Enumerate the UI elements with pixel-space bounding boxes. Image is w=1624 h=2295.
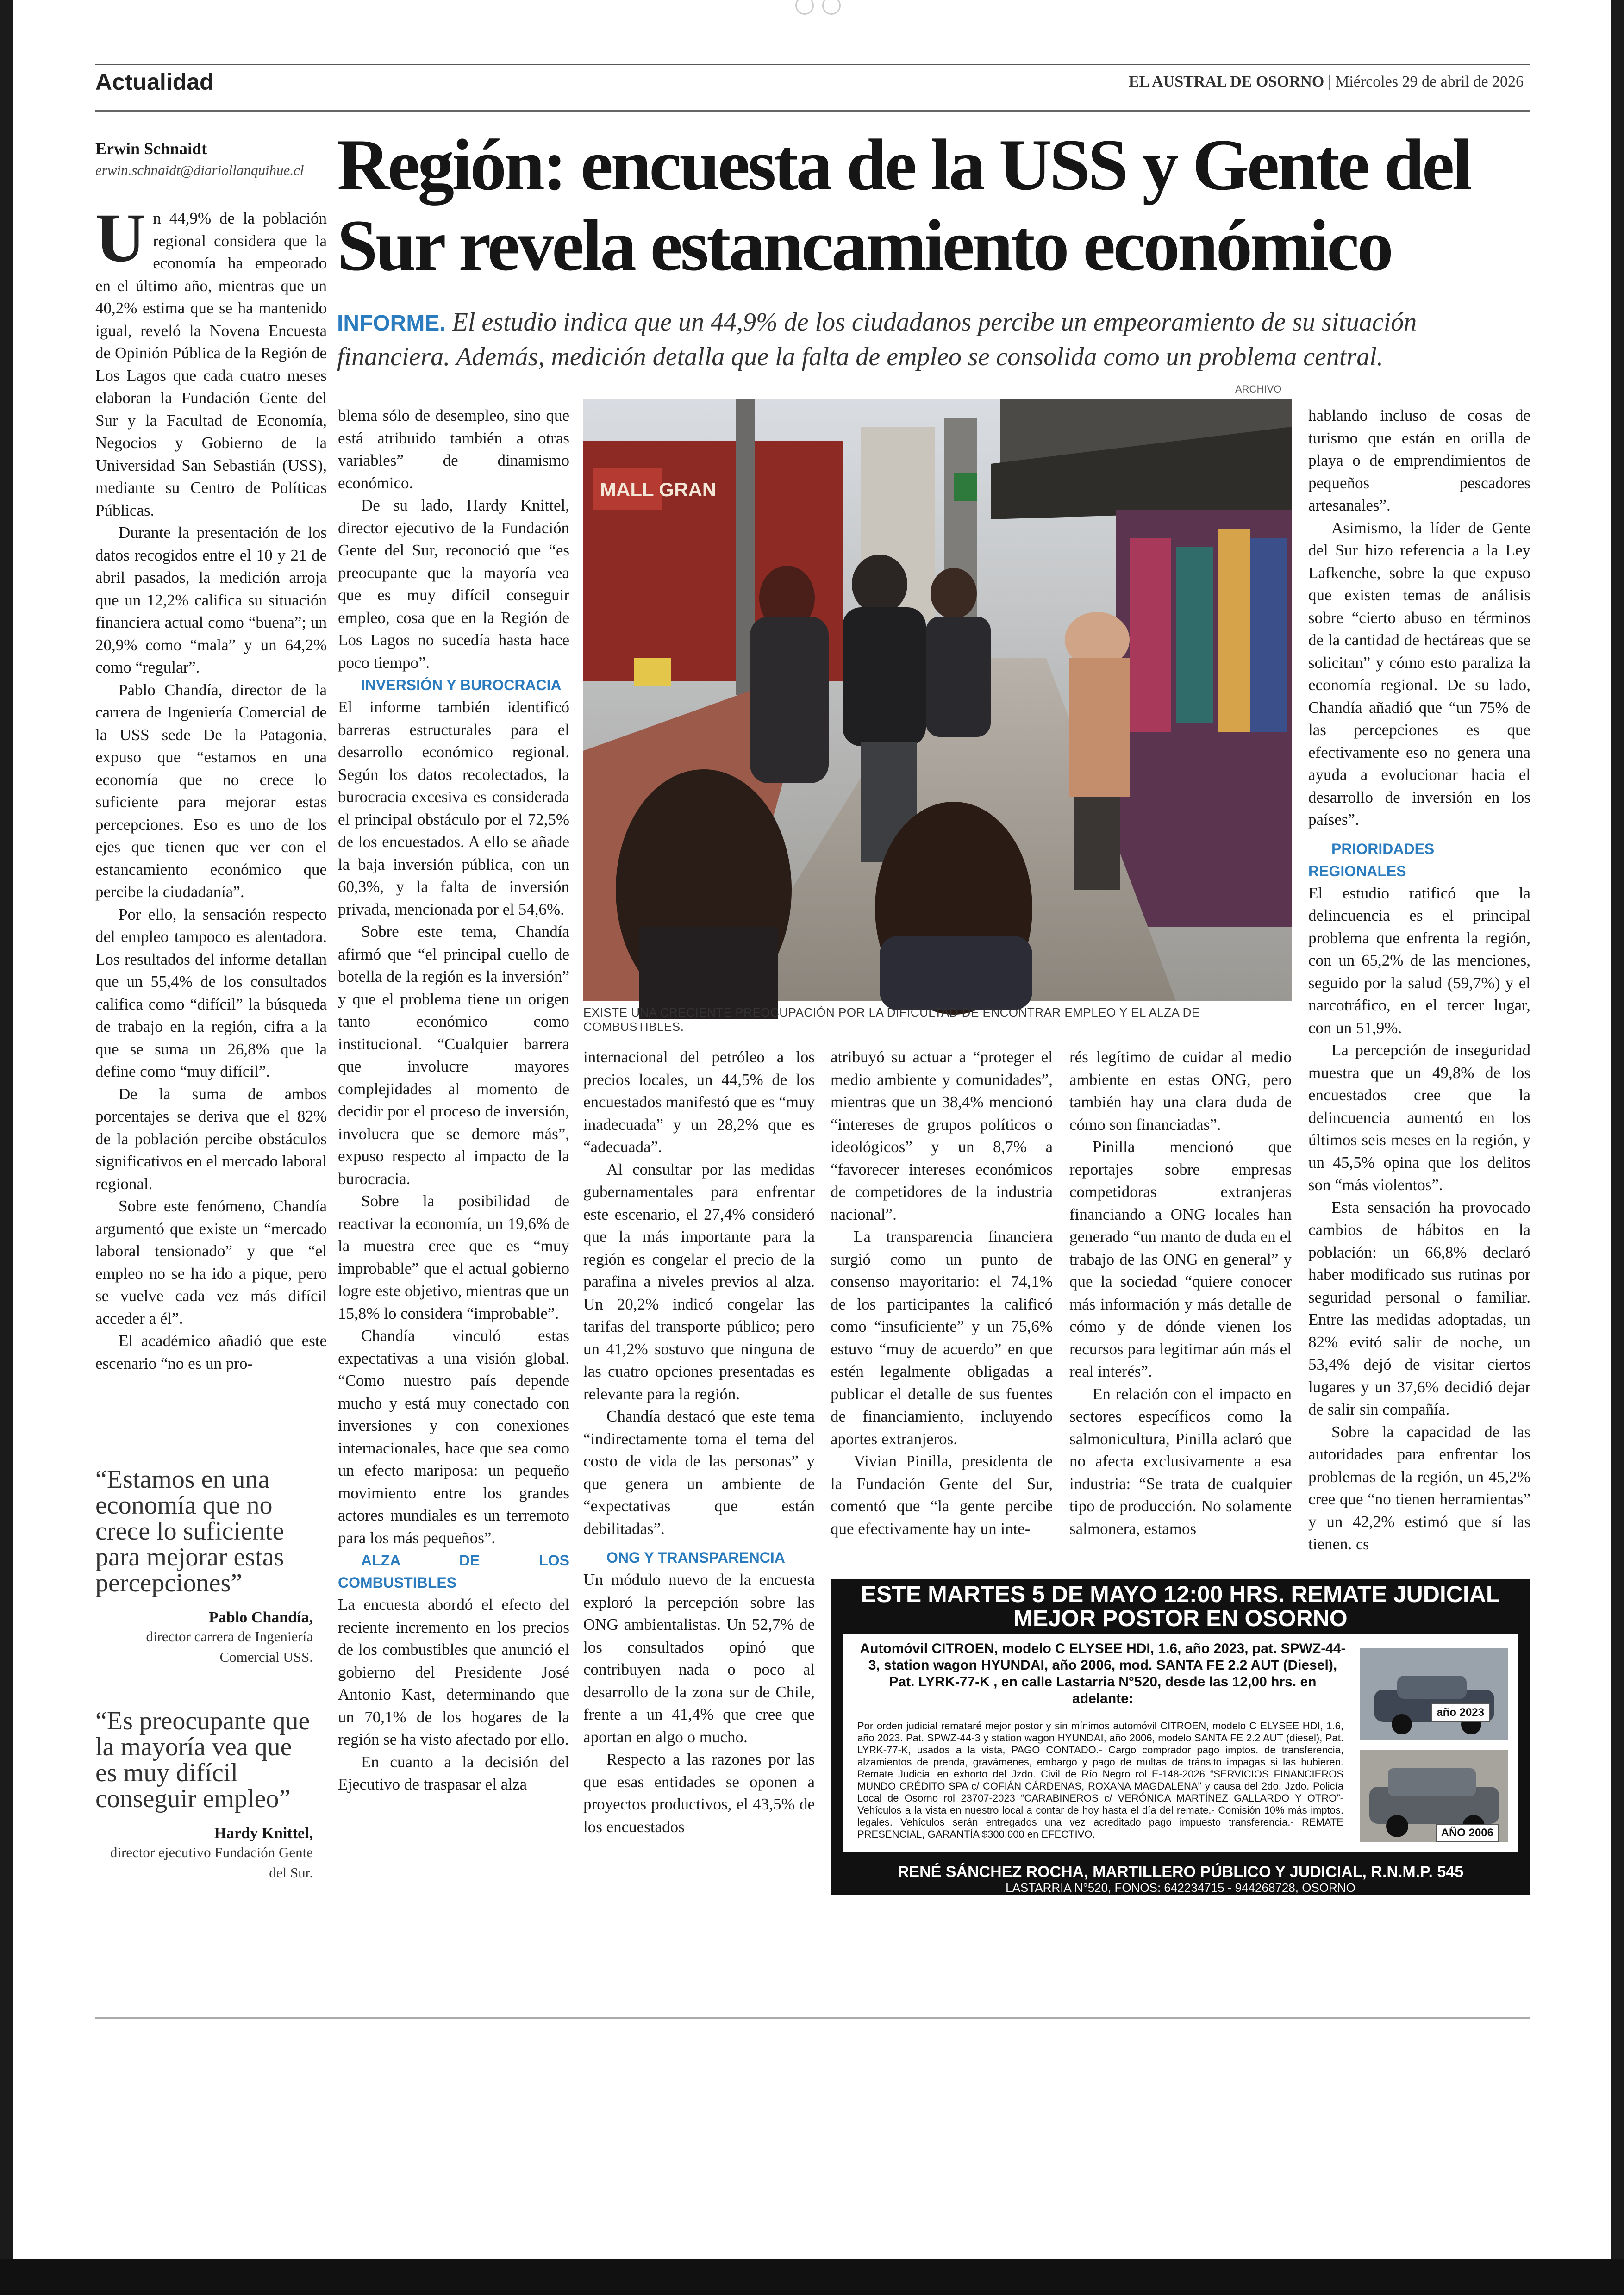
- paragraph: En cuanto a la decisión del Ejecutivo de traspasar el alza: [338, 1752, 569, 1793]
- paragraph: El informe también identificó barreras estructurales para el desarrollo económico regional. Según los datos recolectados, la burocracia excesiva es considerada el principal obstáculo por el 72,5% de los encuestados. A ello se añade la baja inversión pública, con un 60,3%, y la falta de inversión privada, mencionada por el 54,6%.: [338, 698, 569, 918]
- page-indicator: [795, 0, 851, 14]
- lead-paragraph: [95, 200, 327, 522]
- car-photo-1: [1360, 1648, 1508, 1740]
- paragraph: Sobre este fenómeno, Chandía argumentó que existe un “mercado laboral tensionado” y que “el empleo no se ha ido a pique, pero se vuelve cada vez más difícil acceder a él”.: [95, 1197, 327, 1328]
- quote-role: director carrera de Ingeniería Comercial USS.: [146, 1628, 313, 1665]
- subhead: INVERSIÓN Y BUROCRACIA: [361, 677, 562, 693]
- quote-text: “Estamos en una economía que no crece lo suficiente para mejorar estas percepciones”: [95, 1465, 284, 1597]
- paragraph: hablando incluso de cosas de turismo que están en orilla de playa o de emprendimientos de pequeños pescadores artesanales”.: [1308, 406, 1530, 514]
- masthead: EL AUSTRAL DE OSORNO | Miércoles 29 de abril de 2026: [1129, 73, 1524, 90]
- quote-role: director ejecutivo Fundación Gente del Sur.: [110, 1844, 313, 1881]
- paragraph: El académico añadió que este escenario “no es un pro-: [95, 1332, 327, 1372]
- column-5: [1069, 1046, 1292, 1540]
- photo-credit: ARCHIVO: [1235, 383, 1282, 395]
- paragraph: blema sólo de desempleo, sino que está atribuido también a otras variables” de dinamismo económico.: [338, 406, 569, 492]
- year-tag-2023: año 2023: [1431, 1703, 1490, 1722]
- paragraph: Asimismo, la líder de Gente del Sur hizo referencia a la Ley Lafkenche, sobre la que expuso que existen temas de análisis sobre “cierto abuso en términos de la cantidad de hectáreas que se solicitan” y cómo esto paraliza la economía regional. De su lado, Chandía añadió que “un 75% de las percepciones es que efectivamente eso no genera una ayuda a evolucionar hacia el desarrollo de inversión en los países”.: [1308, 518, 1530, 829]
- paragraph: El estudio ratificó que la delincuencia es el principal problema que enfrenta la región, con un 65,2% de las menciones, seguido por la salud (59,7%) y el narcotráfico, en el tercer lugar, con un 51,9%.: [1308, 884, 1530, 1037]
- headline: Región: encuesta de la USS y Gente del Sur revela estancamiento económico: [337, 125, 1470, 286]
- paragraph: Un módulo nuevo de la encuesta exploró la percepción sobre las ONG ambientalistas. Un 52,7% de los consultados opinó que contribuyen nada o poco al desarrollo de la zona sur de Chile, frente a un 41,4% que cree que aportan en algo o mucho.: [583, 1571, 815, 1746]
- ad-body-box: [843, 1634, 1518, 1852]
- paragraph: Pablo Chandía, director de la carrera de Ingeniería Comercial de la USS sede De la Patagonia, expuso que “estamos en una economía que no crece lo suficiente para mejorar estas percepciones. Eso es uno de los ejes que tienen que ver con el estancamiento económico que percibe la ciudadanía”.: [95, 680, 327, 901]
- ad-vehicles: Automóvil CITROEN, modelo C ELYSEE HDI, 1.6, año 2023, pat. SPWZ-44-3, station wagon HYUNDAI, año 2006, mod. SANTA FE 2.2 AUT (Diesel), Pat. LYRK-77-K , en calle Lastarria N°520, desde las 12,00 hrs. en adelante:: [860, 1641, 1346, 1706]
- prev-dot-icon[interactable]: [795, 0, 814, 15]
- ad-headline: ESTE MARTES 5 DE MAYO 12:00 HRS. REMATE JUDICIAL MEJOR POSTOR EN OSORNO: [861, 1581, 1500, 1631]
- ad-legal-text: Por orden judicial remataré mejor postor y sin mínimos automóvil CITROEN, modelo C ELYSEE HDI, 1.6, año 2023. Pat. SPWZ-44-3 y station wagon HYUNDAI, año 2006, modelo SANTA FE 2.2 AUT (diesel), Pat. LYRK-77-K, usados a la vista, PAGO CONTADO.- Cargo comprador pago imptos. de transferencia, alzamientos de prenda, gravámenes, embargo y pago de multas de tránsito impagas si las hubieren. Remate Judicial en exhorto del Jzdo. Civil de Río Negro rol E-148-2026 “SERVICIOS FINANCIEROS MUNDO CRÉDITO SPA c/ COFIÁN CÁRDENAS, ROXANA MAGDALENA” y causa del 2do. Jzdo. Policía Local de Osorno rol 23707-2023 “CARABINEROS c/ VERÓNICA MARTÍNEZ GALLARDO Y OTRO”- Vehículos a la vista en nuestro local a contar de hoy hasta el día del remate.- Comisión 10% más imptos. legales. Vehículos serán entregados una vez acreditado pago impuesto transferencia.- REMATE PRESENCIAL, GARANTÍA $300.000 en EFECTIVO.: [857, 1720, 1343, 1840]
- car-icon: [1360, 1648, 1508, 1740]
- pull-quote-2: [95, 1708, 313, 1883]
- deck-kicker: INFORME.: [337, 311, 446, 336]
- paragraph: Chandía destacó que este tema “indirectamente toma el tema del costo de vida de las personas” y que genera un ambiente de “expectativas que están debilitadas”.: [583, 1407, 815, 1538]
- subhead: ALZA DE LOS COMBUSTIBLES: [338, 1552, 569, 1591]
- issue-date: Miércoles 29 de abril de 2026: [1335, 73, 1524, 90]
- year-tag-2006: AÑO 2006: [1436, 1824, 1499, 1842]
- ad-contact: LASTARRIA N°520, FONOS: 642234715 - 944268728, OSORNO: [1006, 1881, 1355, 1895]
- next-dot-icon[interactable]: [822, 0, 841, 15]
- paragraph: Pinilla mencionó que reportajes sobre empresas competidoras extranjeras financiando a ONG locales han generado “un manto de duda en el trabajo de las ONG en general” y que la sociedad “quiere conocer más información y más detalle de cómo y de dónde vienen los recursos para legitimar aún más el real interés”.: [1069, 1138, 1292, 1380]
- paragraph-text: Sobre la capacidad de las autoridades para enfrentar los problemas de la región, un 45,2% cree que “no tienen herramientas” y un 42,2% estimó que sí las tienen.: [1308, 1422, 1530, 1553]
- paper-name: EL AUSTRAL DE OSORNO: [1129, 73, 1324, 90]
- column-1: [95, 200, 327, 1375]
- paragraph: Chandía vinculó estas expectativas a una visión global. “Como nuestro país depende mucho y está muy conectado con inversiones y con conexiones internacionales, hace que sea como un efecto mariposa: un pequeño movimiento entre los grandes actores mundiales es un terremoto para los más pequeños”.: [338, 1327, 569, 1547]
- quote-text: “Es preocupante que la mayoría vea que es muy difícil conseguir empleo”: [95, 1707, 310, 1813]
- photo-caption: EXISTE UNA CRECIENTE PREOCUPACIÓN POR LA DIFICULTAD DE ENCONTRAR EMPLEO Y EL ALZA DE COMBUSTIBLES.: [583, 1005, 1200, 1034]
- paragraph: Sobre este tema, Chandía afirmó que “el principal cuello de botella de la región es la inversión” y que el problema tiene un origen tanto económico como institucional. “Cualquier barrera que involucre mayores complejidades al momento de decidir por el proceso de inversión, involucra que se demore más”, expuso respecto al impacto de la burocracia.: [338, 923, 569, 1188]
- deck: [337, 306, 1531, 374]
- quote-author: Hardy Knittel,: [214, 1825, 313, 1842]
- pull-quote-1: [95, 1466, 313, 1667]
- paragraph: Sobre la posibilidad de reactivar la economía, un 19,6% de la muestra cree que es “muy improbable” que el actual gobierno logre este objetivo, mientras que un 15,8% lo considera “improbable”.: [338, 1192, 569, 1322]
- paragraph: La transparencia financiera surgió como un punto de consenso mayoritario: el 74,1% de los participantes la calificó como “insuficiente” y un 75,6% estuvo “muy de acuerdo” en que estén legalmente obligadas a publicar el detalle de sus fuentes de financiamiento, incluyendo aportes extranjeros.: [831, 1228, 1053, 1448]
- paragraph-text: n 44,9% de la población regional considera que la economía ha empeorado en el último año, mientras que un 40,2% estima que se ha mantenido igual, reveló la Novena Encuesta de Opinión Pública de la Región de Los Lagos que cada cuatro meses elaboran la Fundación Gente del Sur y la Facultad de Economía, Negocios y Gobierno de la Universidad San Sebastián (USS), mediante su Centro de Políticas Públicas.: [95, 209, 327, 519]
- paragraph: Respecto a las razones por las que esas entidades se oponen a proyectos productivos, el 43,5% de los encuestados: [583, 1750, 815, 1836]
- ad-auctioneer: RENÉ SÁNCHEZ ROCHA, MARTILLERO PÚBLICO Y JUDICIAL, R.N.M.P. 545: [897, 1863, 1464, 1881]
- paragraph: Vivian Pinilla, presidenta de la Fundación Gente del Sur, comentó que “la gente percibe que efectivamente hay un inte-: [831, 1452, 1053, 1538]
- deck-text: El estudio indica que un 44,9% de los ciudadanos percibe un empeoramiento de su situación financiera. Además, medición detalla que la falta de empleo se consolida como un problema central.: [337, 308, 1417, 371]
- paragraph: Esta sensación ha provocado cambios de hábitos en la población: un 66,8% declaró haber modificado sus rutinas por seguridad personal o familiar. Entre las medidas adoptadas, un 82% evitó salir de noche, un 53,4% dejó de visitar ciertos lugares y un 37,6% decidió dejar de salir sin compañía.: [1308, 1198, 1530, 1418]
- column-2: [338, 405, 569, 1796]
- dropcap: U: [95, 200, 146, 276]
- subhead: ONG Y TRANSPARENCIA: [606, 1549, 785, 1566]
- paragraph: Durante la presentación de los datos recogidos entre el 10 y 21 de abril pasados, la medición arroja que un 12,2% califica su situación financiera actual como “buena”; un 20,9% como “mala” y un 64,2% como “regular”.: [95, 524, 327, 676]
- paragraph: La percepción de inseguridad muestra que un 49,8% de los encuestados cree que la delincuencia aumentó en los últimos seis meses en la región, y un 45,5% opina que los delitos son “más violentos”.: [1308, 1041, 1530, 1194]
- subhead: PRIORIDADES REGIONALES: [1308, 840, 1435, 879]
- street-scene-illustration: [583, 399, 1292, 1001]
- top-rule: [95, 64, 1530, 65]
- paragraph: Por ello, la sensación respecto del empleo tampoco es alentadora. Los resultados del informe detallan que un 55,4% de los consultados califica como “difícil” la búsqueda de trabajo en la región, cifra a la que se suma un 26,8% que la define como “muy difícil”.: [95, 905, 327, 1080]
- shop-sign: MALL GRAN: [600, 479, 717, 500]
- paragraph: La encuesta abordó el efecto del reciente incremento en los precios de los combustibles que anunció el gobierno del Presidente José Antonio Kast, determinando que un 70,1% de los hogares de la región se ha visto afectado por ello.: [338, 1596, 569, 1748]
- column-6: [1308, 405, 1530, 1556]
- section-label: Actualidad: [95, 69, 214, 95]
- newspaper-page: [13, 0, 1611, 2259]
- byline-author: Erwin Schnaidt: [95, 139, 207, 158]
- paragraph: En relación con el impacto en sectores específicos como la salmonicultura, Pinilla aclaró que no afecta exclusivamente a esa industria: “Se trata de cualquier tipo de producción. No solamente salmonera, estamos: [1069, 1384, 1292, 1538]
- paragraph: atribuyó su actuar a “proteger el medio ambiente y comunidades”, mientras que un 38,4% mencionó “intereses de grupos políticos o ideológicos” y un 8,7% a “favorecer intereses económicos de competidores de la industria nacional”.: [831, 1048, 1053, 1223]
- column-3: [583, 1046, 815, 1838]
- section-rule: [95, 110, 1530, 112]
- paragraph: De su lado, Hardy Knittel, director ejecutivo de la Fundación Gente del Sur, reconoció que “es preocupante que la mayoría vea que es muy difícil conseguir empleo, cosa que en la Región de Los Lagos no sucedía hasta hace poco tiempo”.: [338, 496, 569, 672]
- quote-author: Pablo Chandía,: [209, 1609, 313, 1626]
- paragraph: rés legítimo de cuidar al medio ambiente en estas ONG, pero también hay una clara duda de cómo son financiadas”.: [1069, 1048, 1292, 1134]
- paragraph: internacional del petróleo a los precios locales, un 44,5% de los encuestados manifestó que es “muy inadecuada” y un 28,2% que es “adecuada”.: [583, 1048, 815, 1156]
- viewer-bottom-bar: [0, 2259, 1624, 2295]
- paragraph: Al consultar por las medidas gubernamentales para enfrentar este escenario, el 27,4% consideró que la más importante para la región es congelar el precio de la parafina a niveles previos al alza. Un 20,2% indicó congelar las tarifas del transporte público; pero un 41,2% sostuvo que ninguna de las cuatro opciones presentadas es relevante para la región.: [583, 1160, 815, 1403]
- street-photo: [583, 399, 1292, 1001]
- byline-email[interactable]: erwin.schnaidt@diariollanquihue.cl: [95, 162, 304, 178]
- auction-advertisement[interactable]: [831, 1579, 1530, 1895]
- paragraph: [1308, 1421, 1530, 1556]
- end-mark-icon: cs: [1356, 1536, 1369, 1553]
- bottom-rule: [95, 2017, 1530, 2019]
- column-4: [831, 1046, 1053, 1540]
- paragraph: De la suma de ambos porcentajes se deriva que el 82% de la población percibe obstáculos significativos en el mercado laboral regional.: [95, 1085, 327, 1193]
